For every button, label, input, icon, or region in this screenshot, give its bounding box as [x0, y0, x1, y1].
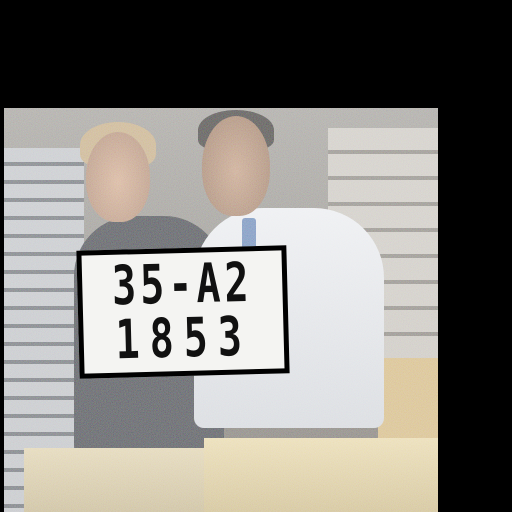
plate-line-2: 1853 [114, 306, 253, 372]
plate-line-1: 35-A2 [111, 252, 254, 318]
license-plate [76, 245, 289, 378]
